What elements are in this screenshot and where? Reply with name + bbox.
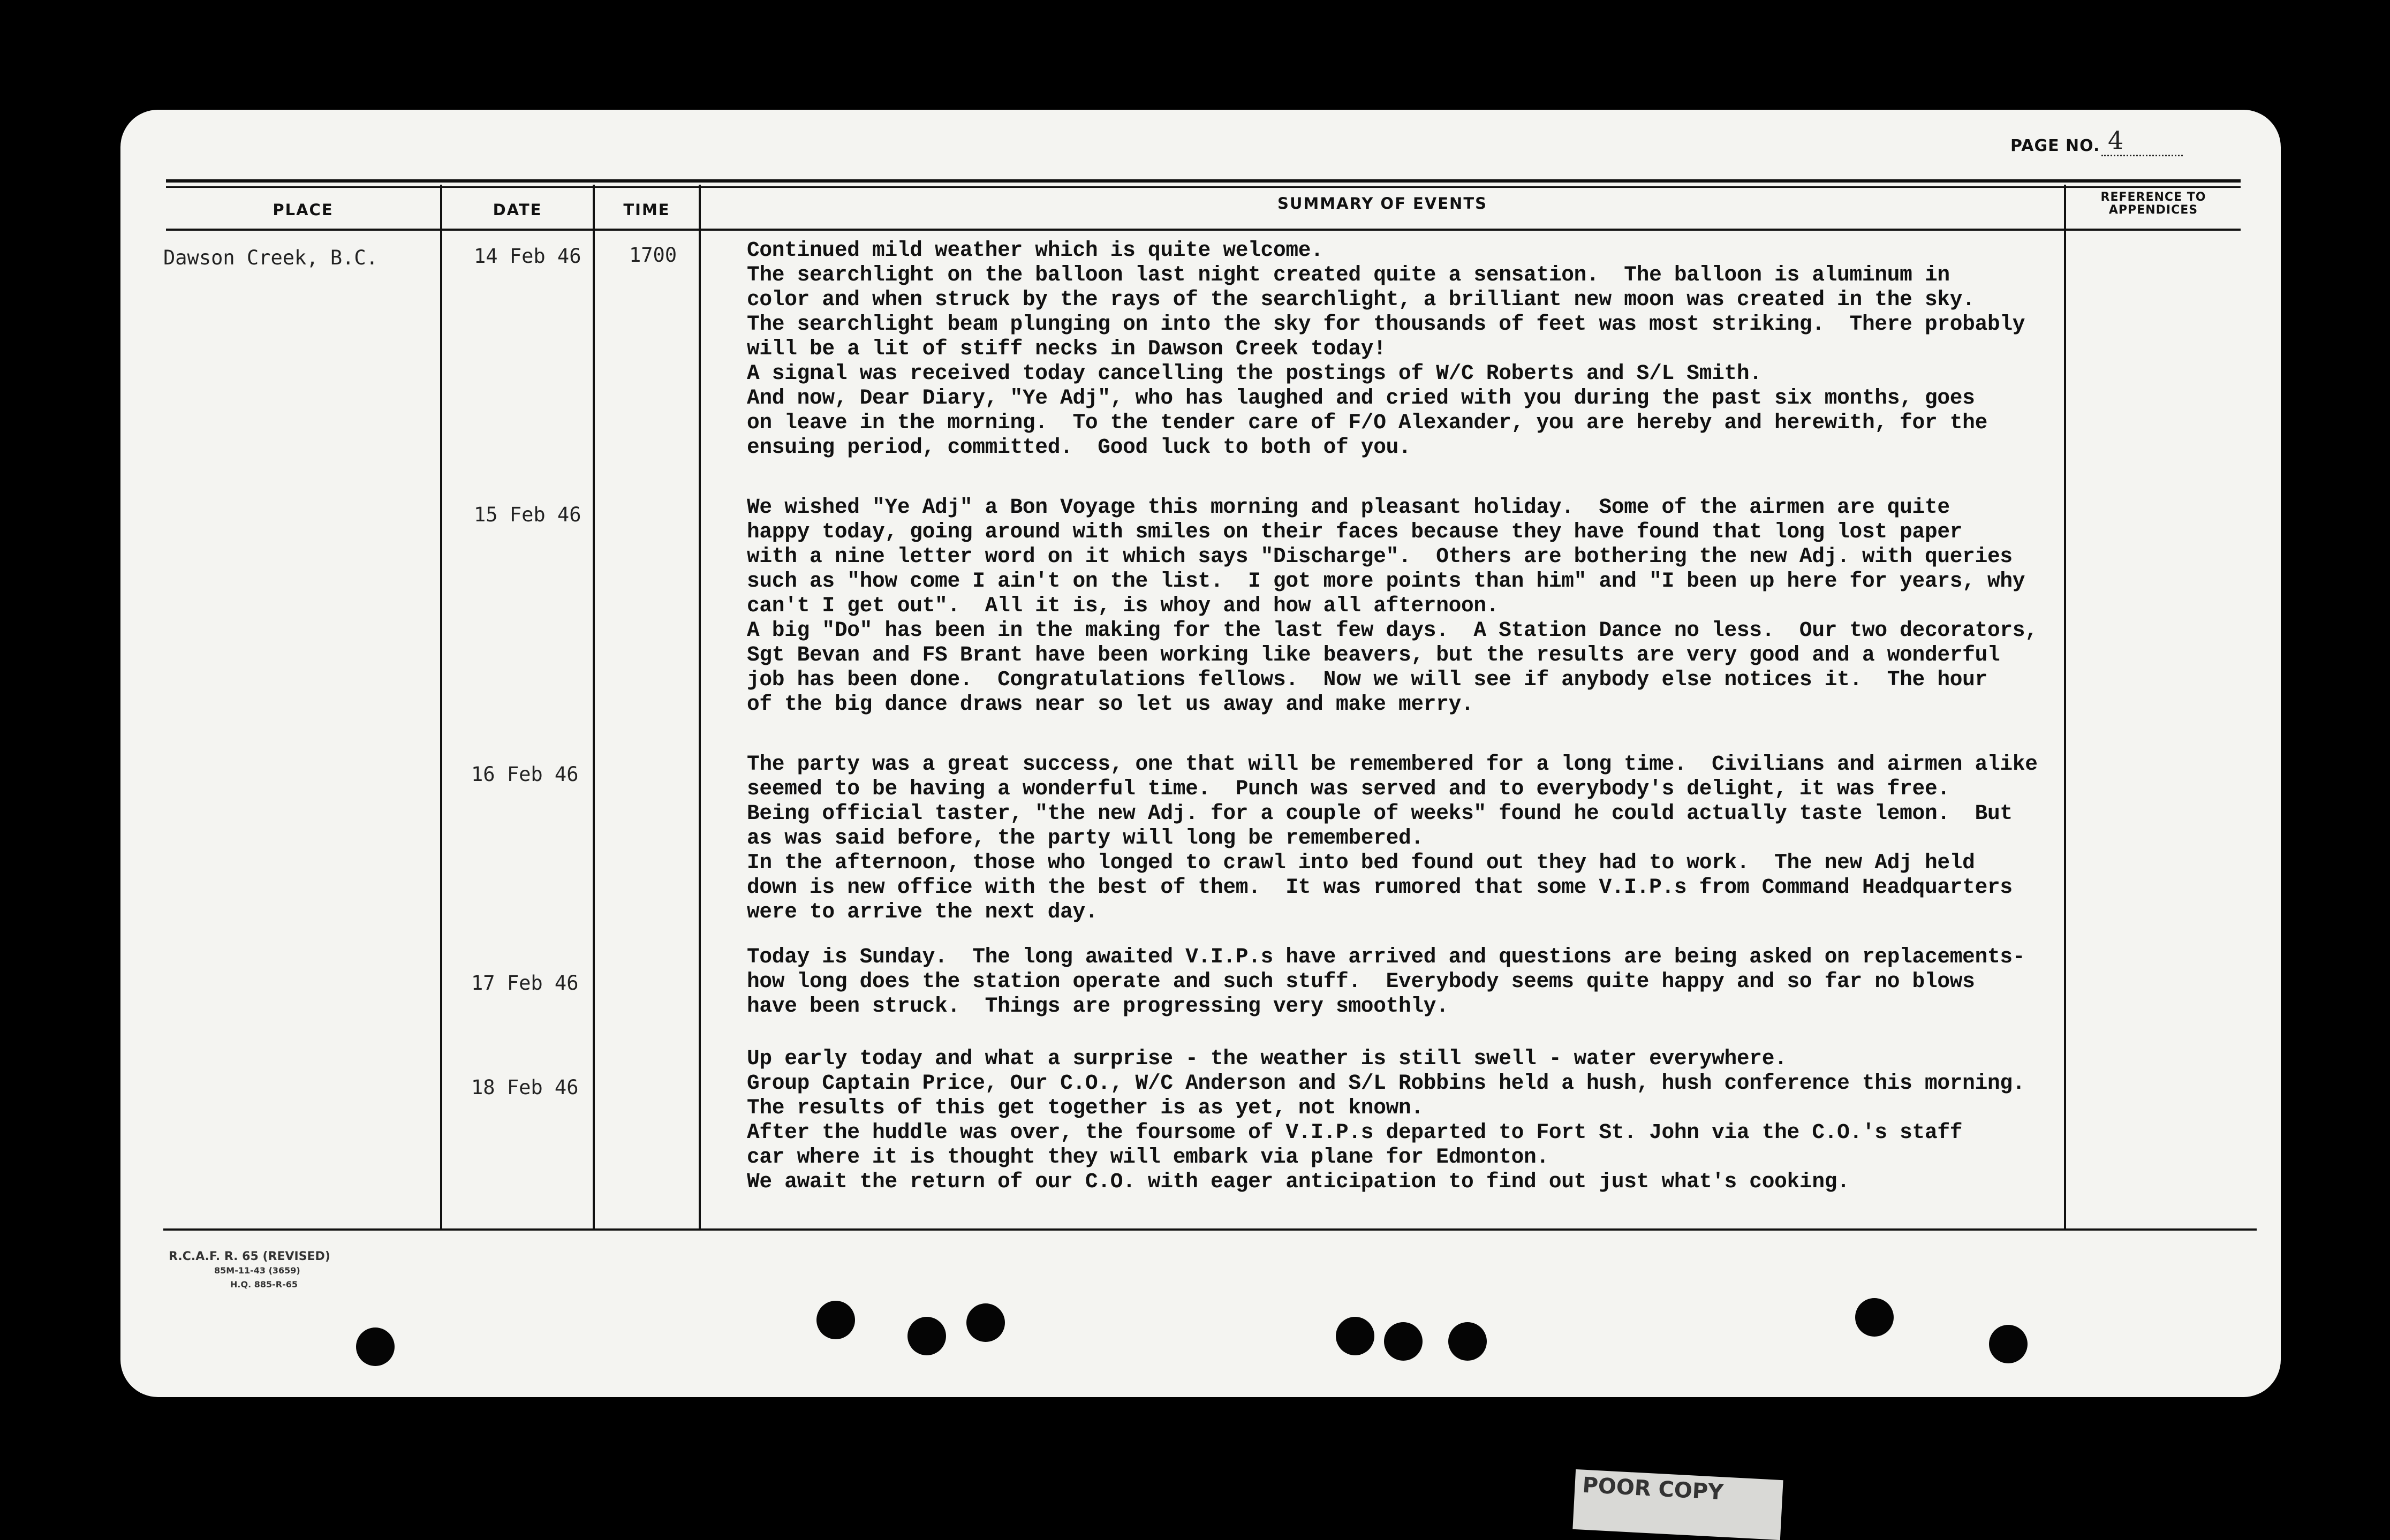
header-summary: SUMMARY OF EVENTS (1277, 194, 1487, 213)
column-divider-summary (2064, 185, 2066, 1230)
column-divider-time (699, 185, 701, 1230)
binder-hole (907, 1317, 946, 1355)
column-divider-place (440, 185, 442, 1230)
header-time: TIME (623, 201, 670, 219)
column-divider-date (593, 185, 595, 1230)
place-cell: Dawson Creek, B.C. (163, 246, 378, 269)
binder-hole (966, 1303, 1005, 1342)
header-reference (2066, 191, 2241, 217)
header-rule (166, 229, 2241, 231)
entry-17-feb: Today is Sunday. The long awaited V.I.P.s have arrived and questions are being asked on replacements- how long does the station operate and such stuff. Everybody seems quite happy and so far no blows have been struck. Things are progressing very smoothly. (747, 945, 2025, 1018)
time-cell: 1700 (629, 244, 677, 267)
header-date: DATE (493, 201, 542, 219)
date-cell-17-feb: 17 Feb 46 (471, 972, 579, 995)
form-id-line3: H.Q. 885-R-65 (230, 1279, 298, 1289)
form-id-line1: R.C.A.F. R. 65 (REVISED) (169, 1250, 330, 1263)
binder-hole (1336, 1317, 1374, 1355)
poor-copy-tag: POOR COPY (1572, 1469, 1783, 1540)
binder-hole (356, 1327, 395, 1366)
binder-hole (1384, 1322, 1423, 1361)
entry-18-feb: Up early today and what a surprise - the weather is still swell - water everywhere. Group Captain Price, Our C.O., W/C Anderson and S/L Robbins held a hush, hush conference this morning. The results of this get together is as yet, not known. After the huddle was over, the foursome of V.I.P.s departed to Fort St. John via the C.O.'s staff car where it is thought they will embark via plane for Edmonton. We await the return of our C.O. with eager anticipation to find out just what's cooking. (747, 1046, 2025, 1194)
binder-hole (1989, 1325, 2028, 1363)
top-rule-thin (166, 186, 2241, 188)
top-rule (166, 179, 2241, 183)
entry-14-feb: Continued mild weather which is quite welcome. The searchlight on the balloon last night created quite a sensation. The balloon is aluminum in color and when struck by the rays of the searchlight, a brilliant new moon was created in the sky. The searchlight beam plunging on into the sky for thousands of feet was most striking. There probably will be a lit of stiff necks in Dawson Creek today! A signal was received today cancelling the postings of W/C Roberts and S/L Smith. And now, Dear Diary, "Ye Adj", who has laughed and cried with you during the past six months, goes on leave in the morning. To the tender care of F/O Alexander, you are hereby and herewith, for the ensuing period, committed. Good luck to both of you. (747, 238, 2025, 459)
header-reference-line2: APPENDICES (2108, 203, 2198, 217)
binder-hole (816, 1301, 855, 1339)
binder-hole (1855, 1298, 1894, 1337)
date-cell-15-feb: 15 Feb 46 (474, 503, 581, 526)
form-id-line2: 85M-11-43 (3659) (214, 1265, 300, 1276)
diary-sheet (120, 110, 2281, 1397)
bottom-rule (163, 1228, 2257, 1231)
entry-16-feb: The party was a great success, one that will be remembered for a long time. Civilians and airmen alike seemed to be having a wonderful time. Punch was served and to everybody's delight, it was free. Being official taster, "the new Adj. for a couple of weeks" found he could actually taste lemon. But as was said before, the party will long be remembered. In the afternoon, those who longed to crawl into bed found out they had to work. The new Adj held down is new office with the best of them. It was rumored that some V.I.P.s from Command Headquarters were to arrive the next day. (747, 752, 2038, 924)
form-identifier (169, 1250, 330, 1292)
date-cell-14-feb: 14 Feb 46 (474, 245, 581, 268)
page-number-label: PAGE NO. (2010, 136, 2100, 155)
date-cell-16-feb: 16 Feb 46 (471, 763, 579, 786)
date-cell-18-feb: 18 Feb 46 (471, 1076, 579, 1099)
header-reference-line1: REFERENCE TO (2100, 191, 2206, 204)
binder-hole (1448, 1322, 1487, 1361)
header-place: PLACE (273, 201, 334, 219)
page-number: 4 (2101, 126, 2183, 156)
entry-15-feb: We wished "Ye Adj" a Bon Voyage this morning and pleasant holiday. Some of the airmen are quite happy today, going around with smiles on their faces because they have found that long lost paper with a nine letter word on it which says "Discharge". Others are bothering the new Adj. with queries such as "how come I ain't on the list. I got more points than him" and "I been up here for years, why can't I get out". All it is, is whoy and how all afternoon. A big "Do" has been in the making for the last few days. A Station Dance no less. Our two decorators, Sgt Bevan and FS Brant have been working like beavers, but the results are very good and a wonderful job has been done. Congratulations fellows. Now we will see if anybody else notices it. The hour of the big dance draws near so let us away and make merry. (747, 495, 2038, 716)
